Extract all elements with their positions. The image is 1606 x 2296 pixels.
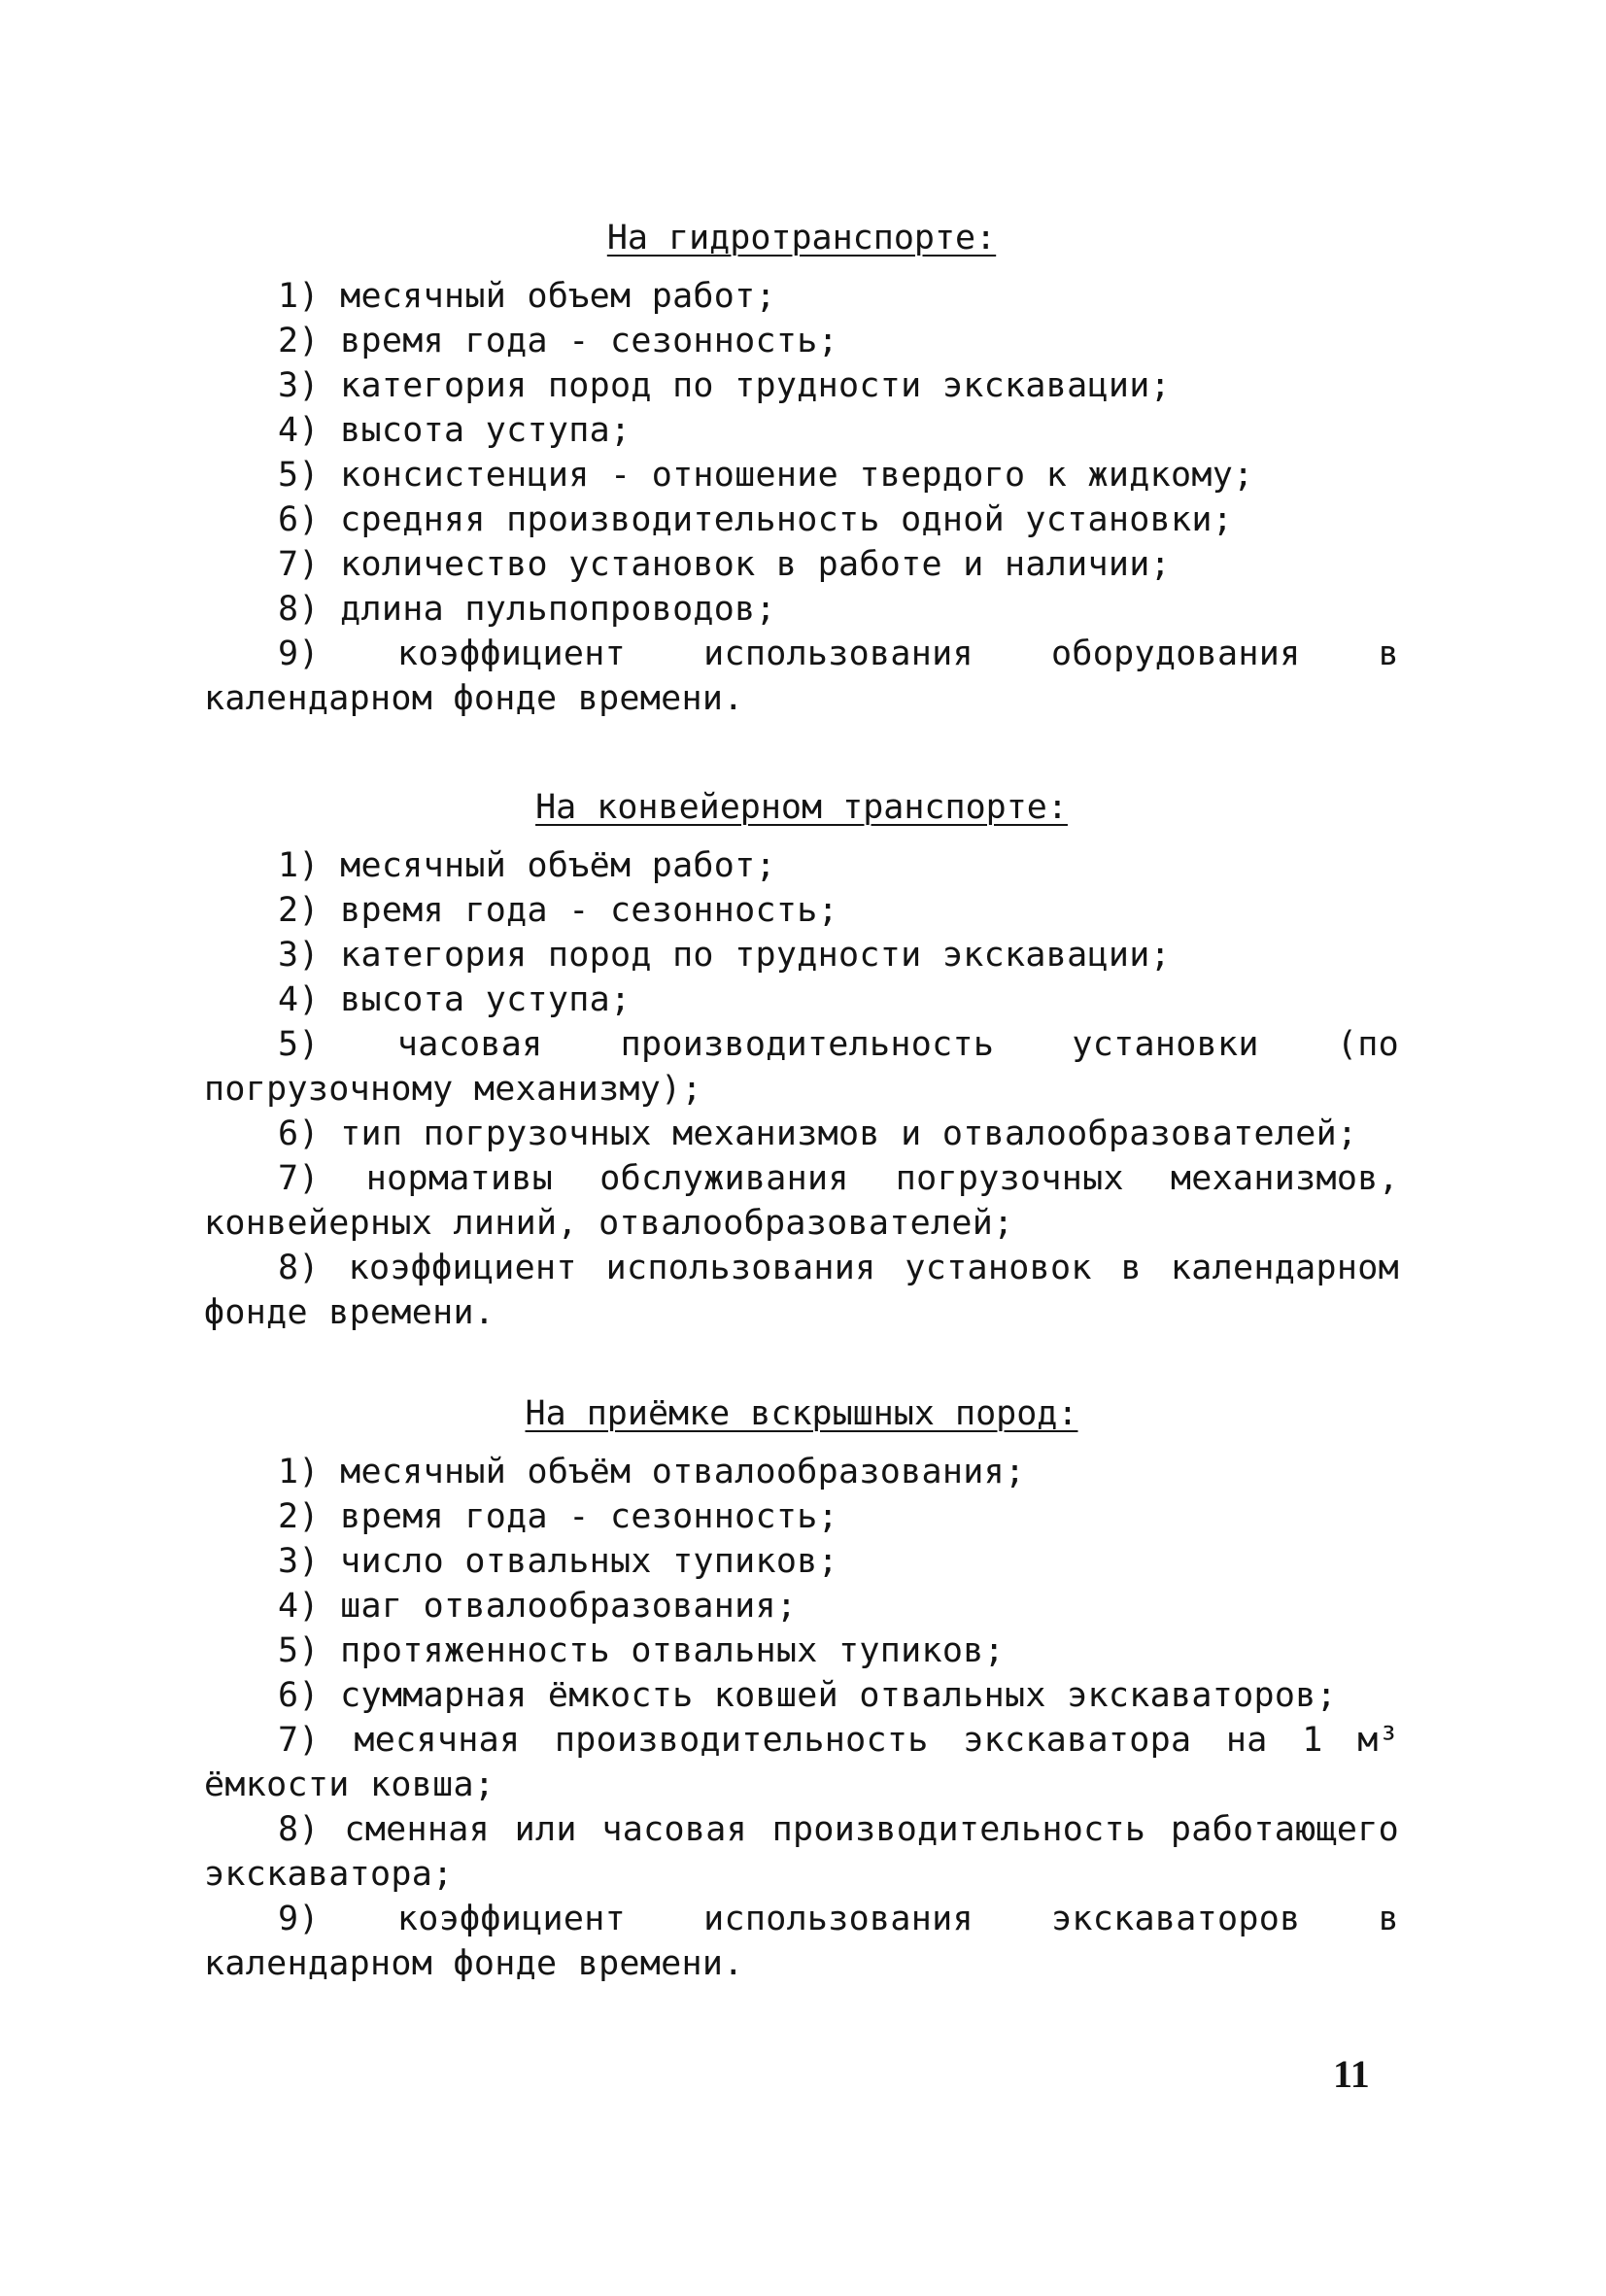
section-heading: На гидротранспорте: (606, 219, 997, 257)
list-item: 4) высота уступа; (278, 411, 632, 450)
list-item: 8) коэффициент использования установок в календарном фонде времени. (204, 1249, 1399, 1332)
list-item: 4) шаг отвалообразования; (278, 1587, 798, 1626)
list-item: 9) коэффициент использования оборудования в календарном фонде времени. (204, 634, 1399, 718)
list-item: 9) коэффициент использования экскаваторов в календарном фонде времени. (204, 1900, 1399, 1983)
list-item: 1) месячный объём отвалообразования; (278, 1453, 1026, 1491)
list-item: 6) тип погрузочных механизмов и отвалообразователей; (278, 1114, 1358, 1153)
list-item: 8) сменная или часовая производительность работающего экскаватора; (204, 1810, 1399, 1894)
section-overburden-reception (204, 1391, 1399, 1986)
section-heading: На приёмке вскрышных пород: (525, 1394, 1078, 1433)
list-item: 1) месячный объём работ; (278, 846, 776, 885)
list-item: 4) высота уступа; (278, 980, 632, 1019)
list-item: 7) нормативы обслуживания погрузочных механизмов, конвейерных линий, отвалообразователей; (204, 1159, 1399, 1243)
list-item: 6) суммарная ёмкость ковшей отвальных экскаваторов; (278, 1676, 1337, 1715)
list-item: 5) консистенция - отношение твердого к жидкому; (278, 456, 1254, 495)
list-item: 7) месячная производительность экскаватора на 1 м³ ёмкости ковша; (204, 1721, 1399, 1804)
list-item: 2) время года - сезонность; (278, 322, 839, 360)
list-item: 3) число отвальных тупиков; (278, 1542, 839, 1581)
list-item: 3) категория пород по трудности экскавации; (278, 936, 1171, 975)
list-item: 8) длина пульпопроводов; (278, 590, 776, 629)
section-conveyor-transport (204, 785, 1399, 1335)
list-item: 5) часовая производительность установки (по погрузочному механизму); (204, 1025, 1399, 1109)
page-number: 11 (1333, 2052, 1370, 2096)
list-item: 2) время года - сезонность; (278, 1497, 839, 1536)
list-item: 1) месячный объем работ; (278, 277, 776, 316)
list-item: 3) категория пород по трудности экскавации; (278, 366, 1171, 405)
list-item: 5) протяженность отвальных тупиков; (278, 1631, 1006, 1670)
list-item: 6) средняя производительность одной установки; (278, 500, 1234, 539)
section-heading: На конвейерном транспорте: (535, 788, 1068, 827)
list-item: 7) количество установок в работе и наличии; (278, 545, 1171, 584)
list-item: 2) время года - сезонность; (278, 891, 839, 930)
section-hydrotransport (204, 216, 1399, 721)
